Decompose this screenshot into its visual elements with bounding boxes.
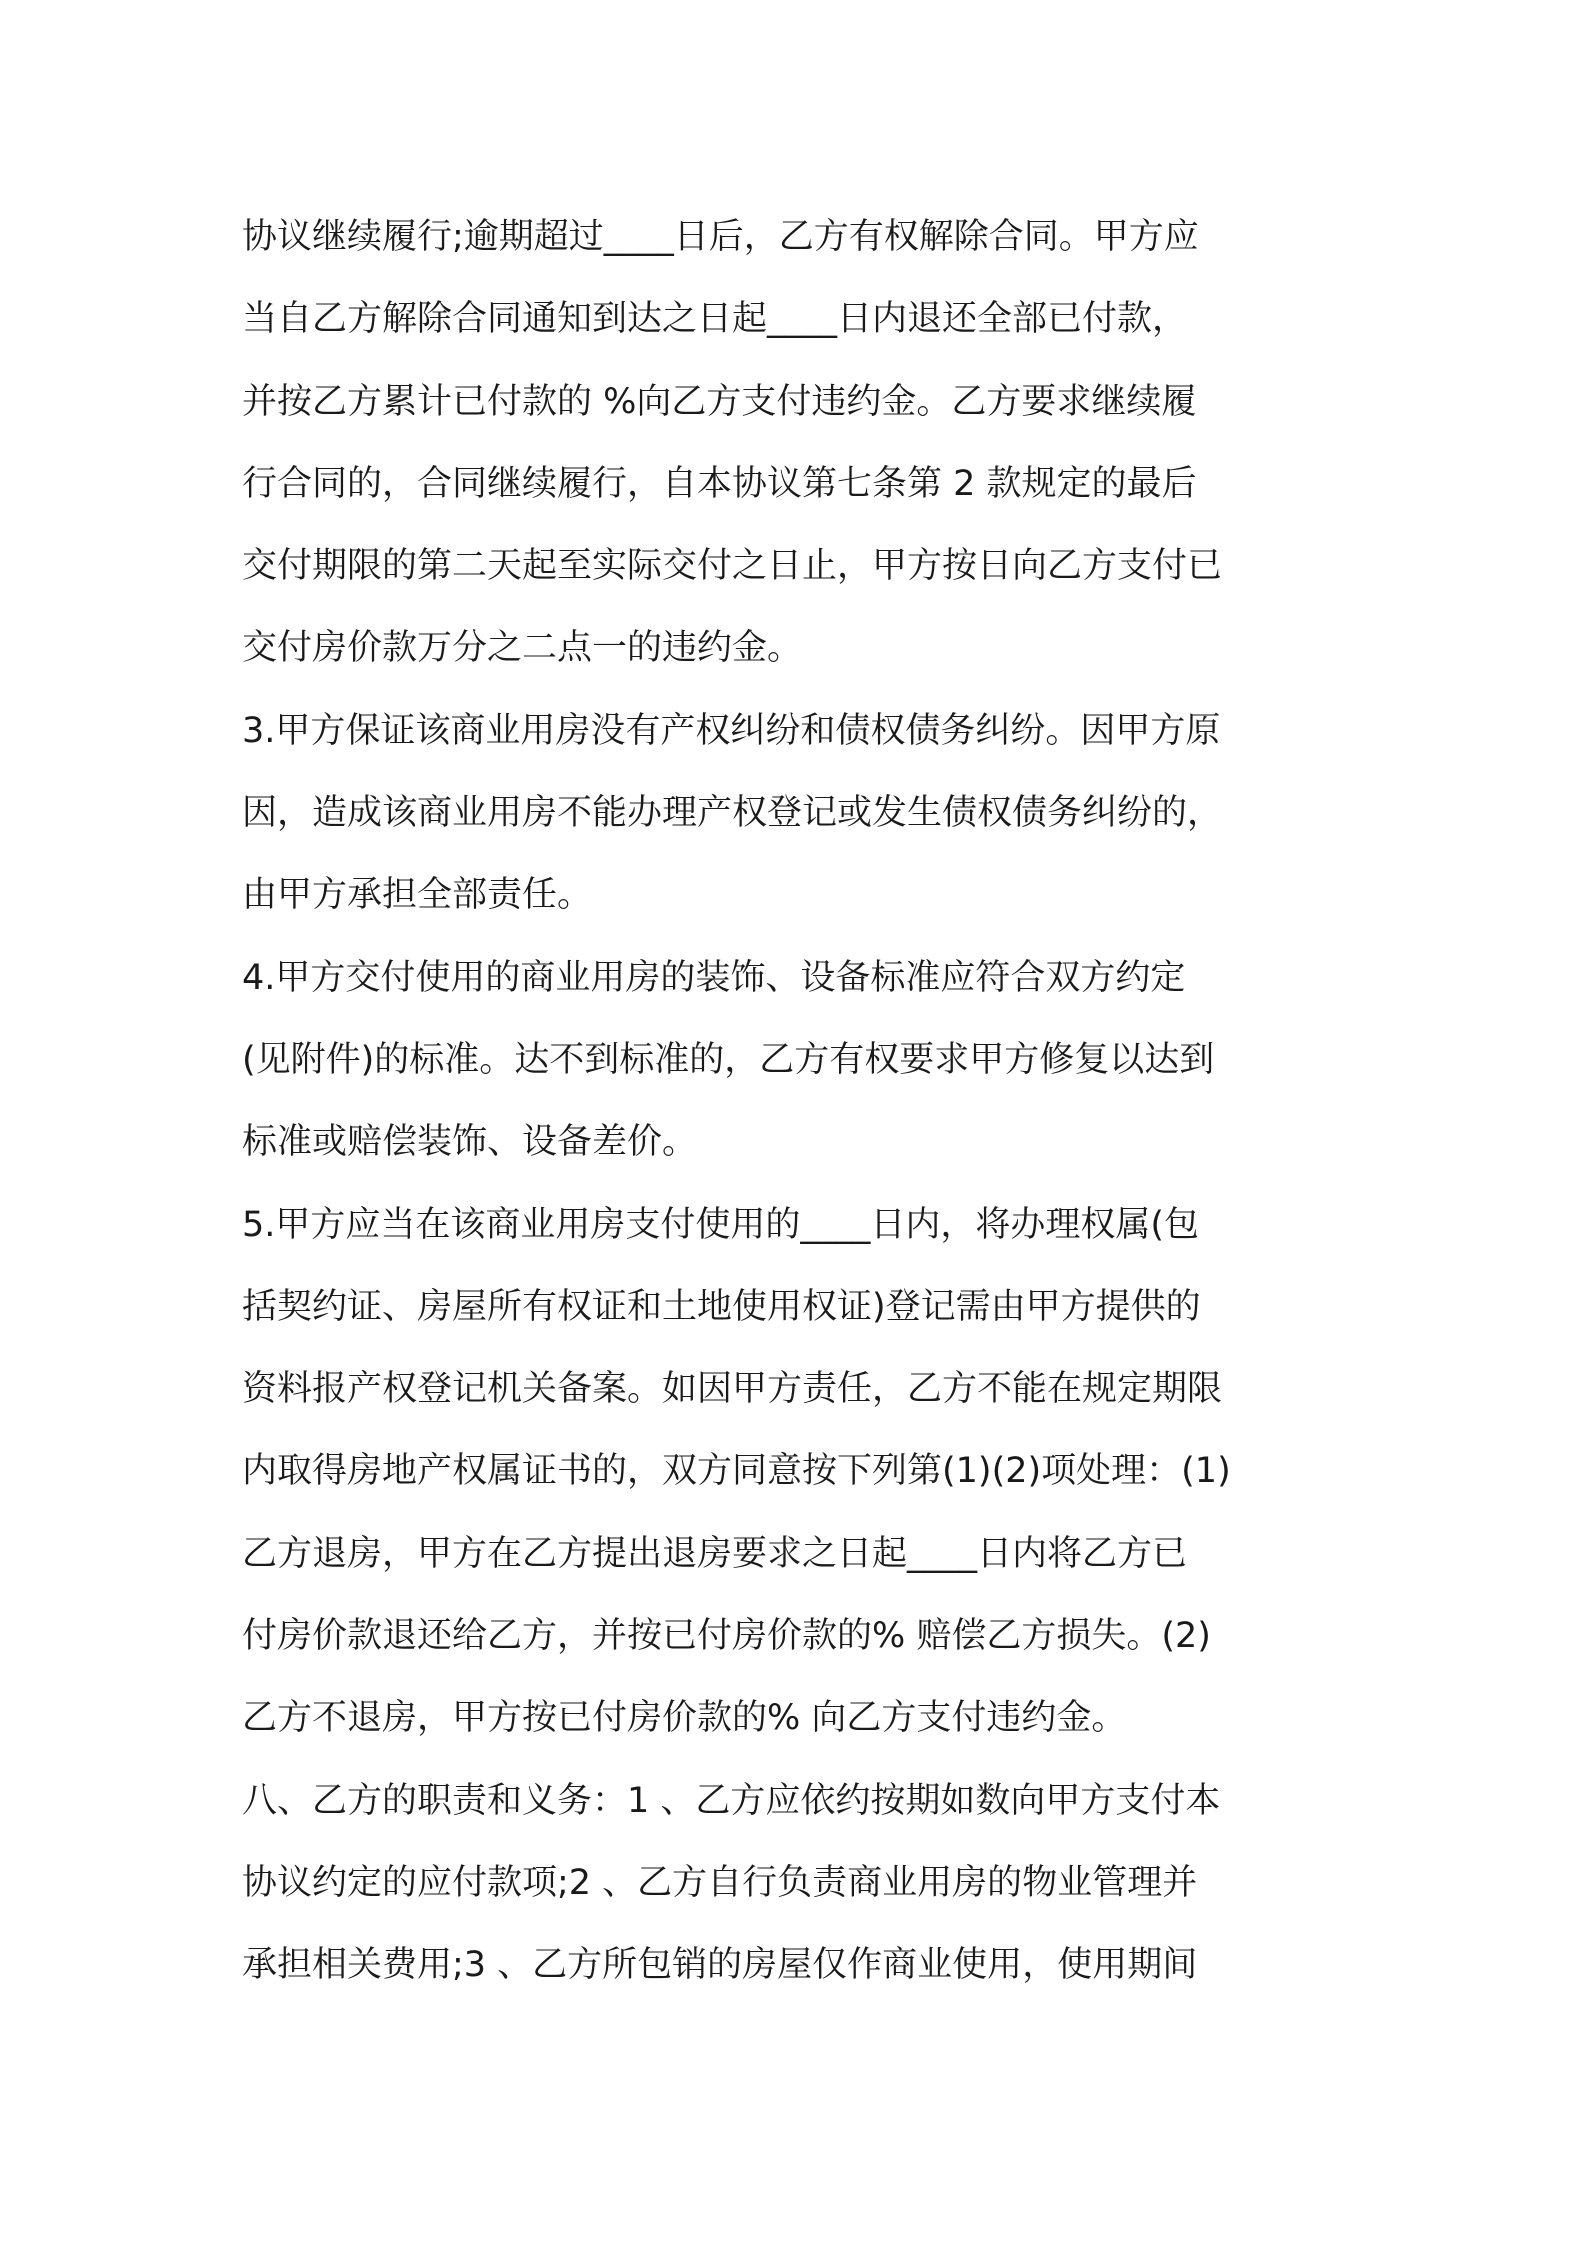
text-line: 内取得房地产权属证书的，双方同意按下列第(1)(2)项处理：(1) (242, 1451, 1231, 1492)
document-body (242, 196, 1362, 2007)
text-line: 因，造成该商业用房不能办理产权登记或发生债权债务纠纷的， (242, 793, 1223, 834)
text-line: 并按乙方累计已付款的 %向乙方支付违约金。乙方要求继续履 (242, 381, 1197, 422)
text-line: 八、乙方的职责和义务：1 、乙方应依约按期如数向甲方支付本 (242, 1780, 1221, 1821)
text-line: 协议继续履行;逾期超过____日后，乙方有权解除合同。甲方应 (242, 217, 1199, 257)
text-line: 承担相关费用;3 、乙方所包销的房屋仅作商业使用，使用期间 (242, 1945, 1198, 1986)
text-line: (见附件)的标准。达不到标准的，乙方有权要求甲方修复以达到 (242, 1039, 1215, 1080)
text-line: 乙方不退房，甲方按已付房价款的% 向乙方支付违约金。 (242, 1698, 1127, 1739)
text-line: 由甲方承担全部责任。 (242, 875, 593, 916)
text-line: 协议约定的应付款项;2 、乙方自行负责商业用房的物业管理并 (242, 1862, 1198, 1903)
text-line: 交付房价款万分之二点一的违约金。 (242, 628, 803, 669)
text-line: 当自乙方解除合同通知到达之日起____日内退还全部已付款， (242, 299, 1188, 340)
text-line: 3.甲方保证该商业用房没有产权纠纷和债权债务纠纷。因甲方原 (242, 710, 1221, 751)
text-line: 4.甲方交付使用的商业用房的装饰、设备标准应符合双方约定 (242, 957, 1186, 998)
text-line: 标准或赔偿装饰、设备差价。 (242, 1122, 698, 1163)
text-line: 括契约证、房屋所有权证和土地使用权证)登记需由甲方提供的 (242, 1286, 1201, 1327)
text-line: 交付期限的第二天起至实际交付之日止，甲方按日向乙方支付已 (242, 546, 1223, 587)
text-line: 乙方退房，甲方在乙方提出退房要求之日起____日内将乙方已 (242, 1533, 1188, 1574)
text-line: 行合同的，合同继续履行，自本协议第七条第 2 款规定的最后 (242, 463, 1197, 504)
text-line: 付房价款退还给乙方，并按已付房价款的% 赔偿乙方损失。(2) (242, 1616, 1211, 1657)
text-line: 5.甲方应当在该商业用房支付使用的____日内，将办理权属(包 (242, 1204, 1200, 1245)
text-line: 资料报产权登记机关备案。如因甲方责任，乙方不能在规定期限 (242, 1369, 1223, 1410)
